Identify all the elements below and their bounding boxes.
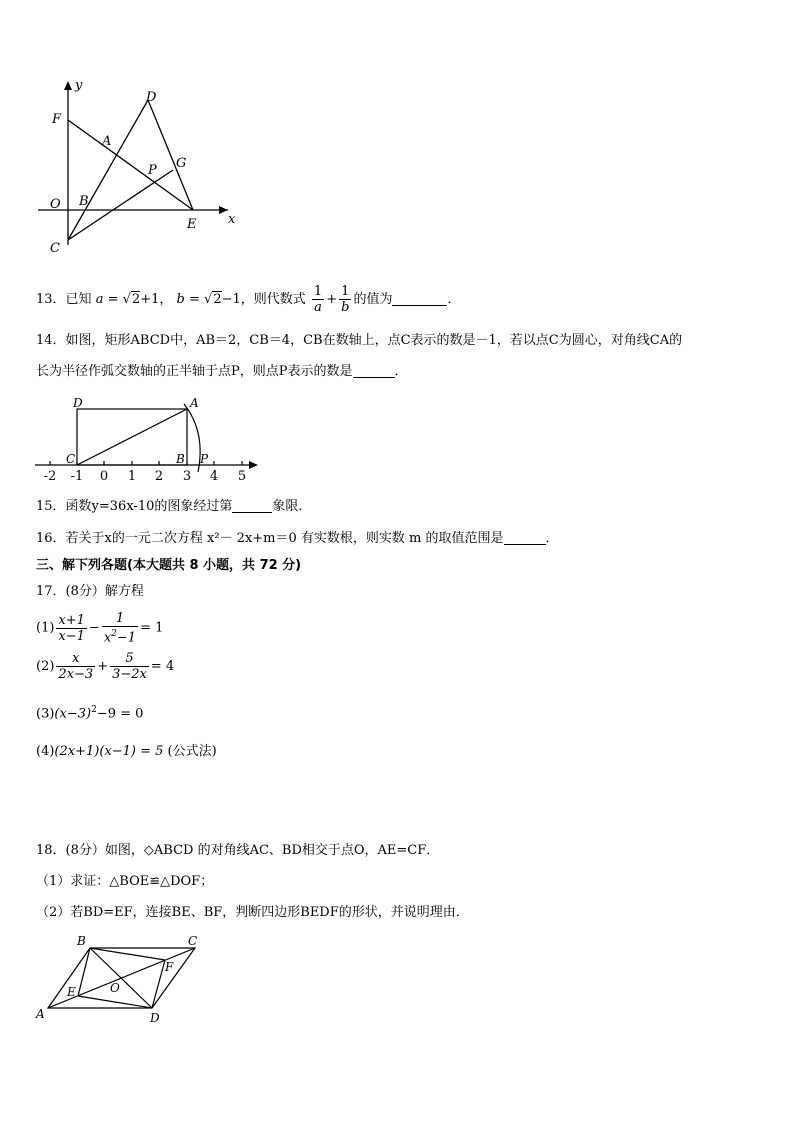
question-18-part1: （1）求证：△BOE≌△DOF； (36, 874, 214, 889)
tick-label: 5 (237, 469, 247, 484)
label-D: D (73, 396, 83, 410)
tick-label: 3 (182, 469, 192, 484)
label-D: D (150, 1011, 160, 1025)
answer-blank-15[interactable] (232, 498, 272, 513)
equation-1: (1) $\frac{x+1}{x-1}$ − $\frac{1}{x^2-1}$ = 1 (36, 611, 164, 646)
figure-parallelogram (30, 930, 215, 1025)
answer-blank-14[interactable] (353, 363, 395, 378)
tick-label: -2 (43, 469, 57, 484)
section-3-title: 三、解下列各题(本大题共 8 小题，共 72 分) (36, 558, 302, 573)
tick-label: 2 (154, 469, 164, 484)
label-B: B (77, 934, 86, 948)
equation-3: $(3)(x-3)^2-9 = 0$ (36, 705, 144, 722)
tick-label: -1 (70, 469, 84, 484)
label-F: F (52, 112, 62, 127)
fraction-1-over-b: $\frac{1}{b}$ (341, 284, 350, 315)
fraction-1-over-a: $\frac{1}{a}$ (313, 284, 323, 315)
question-14-line1: 14．如图，矩形ABCD中，AB＝2，CB＝4，CB在数轴上，点C表示的数是－1，若以点C为圆心，对角线CA的 (36, 333, 683, 348)
question-17-title: 17．(8分）解方程 (36, 584, 144, 599)
figure-coordinate-triangle (30, 75, 250, 260)
equation-4: (4)(2x+1)(x−1) = 5 (公式法) (36, 744, 217, 759)
label-O: O (50, 197, 61, 212)
label-C: C (66, 452, 76, 466)
question-15: 15．函数y=36x-10的图象经过第 象限． (36, 499, 312, 514)
label-E: E (187, 217, 197, 232)
label-C: C (188, 934, 198, 948)
question-14-line2: 长为半径作弧交数轴的正半轴于点P，则点P表示的数是 ． (36, 364, 408, 379)
label-A: A (190, 396, 199, 410)
label-C: C (50, 241, 60, 256)
tick-label: 4 (209, 469, 219, 484)
answer-blank-16[interactable] (504, 530, 546, 545)
answer-blank-13[interactable] (392, 291, 447, 306)
label-y: y (75, 78, 83, 93)
tick-label: 1 (127, 469, 137, 484)
label-F: F (165, 960, 174, 974)
label-B: B (79, 194, 89, 209)
label-x: x (228, 212, 236, 227)
label-P: P (200, 452, 209, 466)
tick-label: 0 (99, 469, 109, 484)
label-O: O (110, 981, 120, 995)
label-E: E (67, 985, 76, 999)
label-A: A (36, 1007, 45, 1021)
question-18-title: 18．(8分）如图，◇ABCD 的对角线AC、BD相交于点O，AE=CF． (36, 843, 440, 858)
label-A: A (102, 134, 112, 149)
label-G: G (176, 156, 187, 171)
question-18-part2: （2）若BD=EF，连接BE、BF，判断四边形BEDF的形状，并说明理由． (36, 905, 469, 920)
question-16: 16．若关于x的一元二次方程 x²－ 2x+m＝0 有实数根，则实数 m 的取值范围是 ． (36, 531, 559, 546)
label-D: D (146, 90, 157, 105)
figure-number-line-rectangle (30, 392, 270, 484)
label-P: P (148, 163, 157, 178)
question-13: 13．已知 a = √2+1， b = √2−1，则代数式 $\frac{1}{a}$ + $\frac{1}{b}$ 的值为 ． (36, 284, 461, 315)
label-B: B (176, 452, 185, 466)
equation-2: (2) $\frac{x}{2x-3}$ + $\frac{5}{3-2x}$ = 4 (36, 651, 175, 682)
